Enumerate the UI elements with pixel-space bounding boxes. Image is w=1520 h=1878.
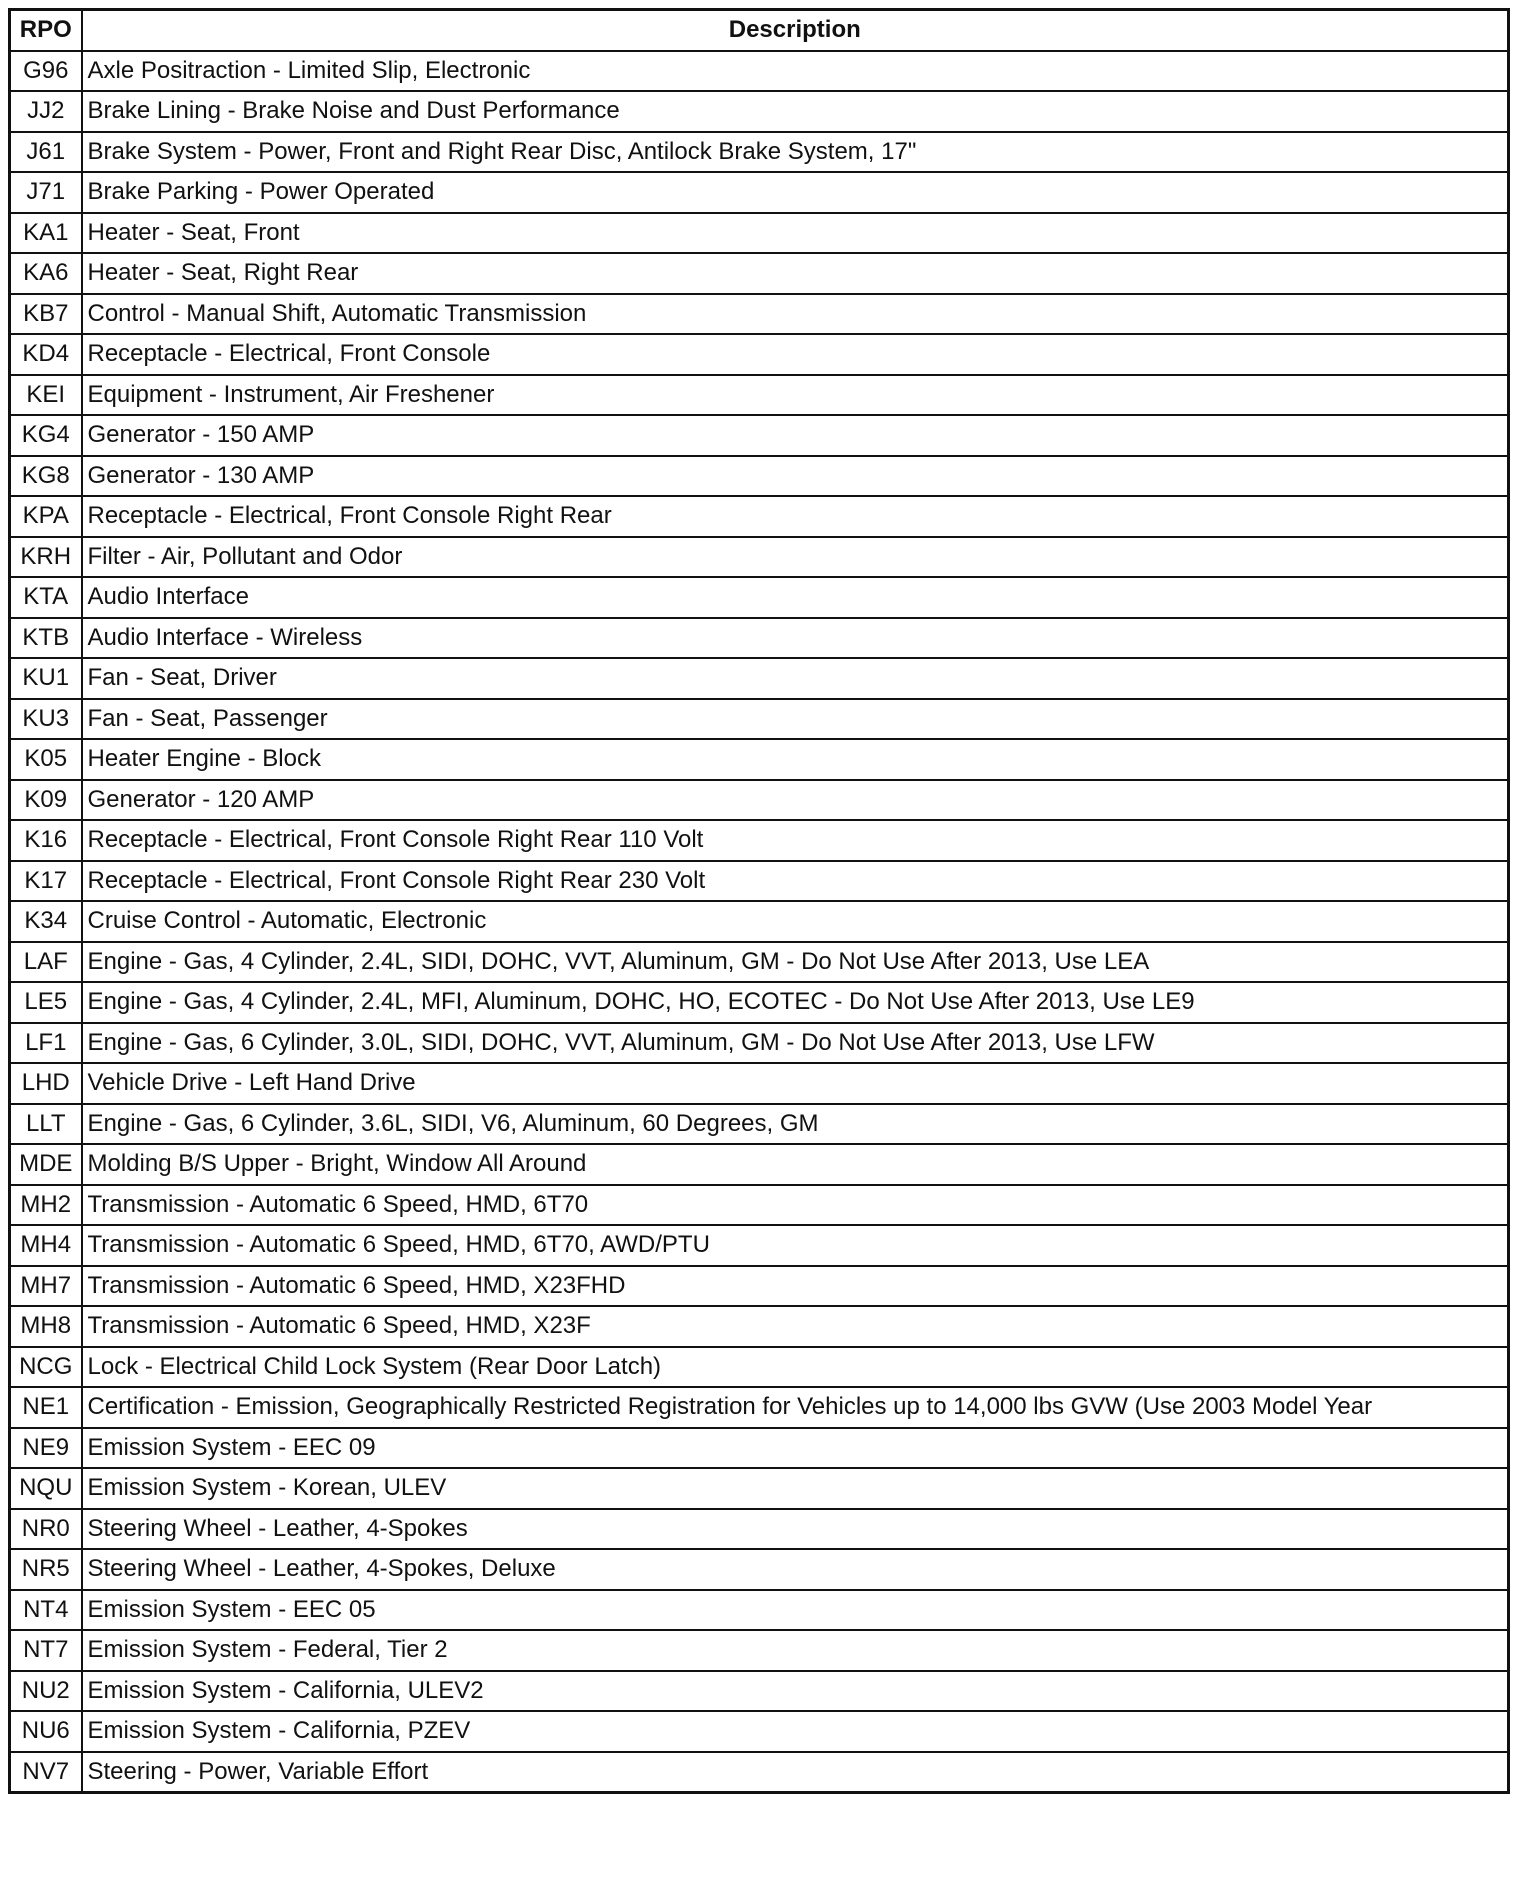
description-cell: Cruise Control - Automatic, Electronic: [82, 901, 1509, 942]
description-cell: Filter - Air, Pollutant and Odor: [82, 537, 1509, 578]
rpo-code-cell: KA1: [10, 213, 82, 254]
description-cell: Heater - Seat, Right Rear: [82, 253, 1509, 294]
table-row: [10, 51, 1509, 92]
description-cell: Generator - 120 AMP: [82, 780, 1509, 821]
description-cell: Steering - Power, Variable Effort: [82, 1752, 1509, 1793]
description-cell: Audio Interface: [82, 577, 1509, 618]
rpo-code-cell: KG4: [10, 415, 82, 456]
description-column-header: Description: [82, 10, 1509, 51]
description-cell: Generator - 130 AMP: [82, 456, 1509, 497]
rpo-code-cell: MH4: [10, 1225, 82, 1266]
description-cell: Equipment - Instrument, Air Freshener: [82, 375, 1509, 416]
table-row: [10, 1144, 1509, 1185]
header-row: [10, 10, 1509, 51]
rpo-code-cell: K16: [10, 820, 82, 861]
description-cell: Emission System - EEC 05: [82, 1590, 1509, 1631]
rpo-code-cell: LLT: [10, 1104, 82, 1145]
rpo-code-cell: K17: [10, 861, 82, 902]
description-cell: Fan - Seat, Passenger: [82, 699, 1509, 740]
table-row: [10, 172, 1509, 213]
table-row: [10, 1225, 1509, 1266]
description-cell: Brake System - Power, Front and Right Rear Disc, Antilock Brake System, 17": [82, 132, 1509, 173]
rpo-code-cell: NT4: [10, 1590, 82, 1631]
description-cell: Emission System - Federal, Tier 2: [82, 1630, 1509, 1671]
rpo-code-cell: J61: [10, 132, 82, 173]
table-row: [10, 496, 1509, 537]
description-cell: Steering Wheel - Leather, 4-Spokes: [82, 1509, 1509, 1550]
table-row: [10, 456, 1509, 497]
table-row: [10, 1387, 1509, 1428]
description-cell: Emission System - California, ULEV2: [82, 1671, 1509, 1712]
rpo-code-cell: NU2: [10, 1671, 82, 1712]
table-row: [10, 658, 1509, 699]
rpo-code-cell: KU3: [10, 699, 82, 740]
description-cell: Heater Engine - Block: [82, 739, 1509, 780]
description-cell: Generator - 150 AMP: [82, 415, 1509, 456]
rpo-code-cell: KD4: [10, 334, 82, 375]
description-cell: Transmission - Automatic 6 Speed, HMD, 6T70, AWD/PTU: [82, 1225, 1509, 1266]
description-cell: Emission System - EEC 09: [82, 1428, 1509, 1469]
description-cell: Certification - Emission, Geographically Restricted Registration for Vehicles up to 14,000 lbs GVW (Use 2003 Model Year: [82, 1387, 1509, 1428]
description-cell: Brake Lining - Brake Noise and Dust Performance: [82, 91, 1509, 132]
rpo-code-cell: LF1: [10, 1023, 82, 1064]
rpo-code-cell: NR5: [10, 1549, 82, 1590]
rpo-code-cell: LE5: [10, 982, 82, 1023]
table-row: [10, 415, 1509, 456]
table-row: [10, 780, 1509, 821]
table-row: [10, 91, 1509, 132]
rpo-column-header: RPO: [10, 10, 82, 51]
table-row: [10, 861, 1509, 902]
table-row: [10, 901, 1509, 942]
table-row: [10, 1023, 1509, 1064]
description-cell: Audio Interface - Wireless: [82, 618, 1509, 659]
description-cell: Steering Wheel - Leather, 4-Spokes, Deluxe: [82, 1549, 1509, 1590]
description-cell: Engine - Gas, 4 Cylinder, 2.4L, MFI, Aluminum, DOHC, HO, ECOTEC - Do Not Use After 2013, Use LE9: [82, 982, 1509, 1023]
table-row: [10, 334, 1509, 375]
table-row: [10, 1509, 1509, 1550]
table-row: [10, 699, 1509, 740]
rpo-code-cell: J71: [10, 172, 82, 213]
rpo-code-cell: LAF: [10, 942, 82, 983]
rpo-code-cell: NE1: [10, 1387, 82, 1428]
rpo-code-cell: NCG: [10, 1347, 82, 1388]
table-row: [10, 577, 1509, 618]
rpo-code-cell: JJ2: [10, 91, 82, 132]
rpo-code-cell: KTA: [10, 577, 82, 618]
rpo-code-cell: LHD: [10, 1063, 82, 1104]
description-cell: Receptacle - Electrical, Front Console Right Rear 230 Volt: [82, 861, 1509, 902]
rpo-code-cell: KPA: [10, 496, 82, 537]
rpo-code-cell: NE9: [10, 1428, 82, 1469]
table-row: [10, 1347, 1509, 1388]
rpo-code-cell: NV7: [10, 1752, 82, 1793]
description-cell: Receptacle - Electrical, Front Console Right Rear 110 Volt: [82, 820, 1509, 861]
rpo-code-cell: MDE: [10, 1144, 82, 1185]
table-row: [10, 1549, 1509, 1590]
rpo-code-cell: K05: [10, 739, 82, 780]
description-cell: Molding B/S Upper - Bright, Window All Around: [82, 1144, 1509, 1185]
description-cell: Lock - Electrical Child Lock System (Rear Door Latch): [82, 1347, 1509, 1388]
description-cell: Transmission - Automatic 6 Speed, HMD, 6T70: [82, 1185, 1509, 1226]
rpo-code-cell: NR0: [10, 1509, 82, 1550]
table-row: [10, 618, 1509, 659]
rpo-code-cell: MH7: [10, 1266, 82, 1307]
table-row: [10, 1671, 1509, 1712]
table-row: [10, 820, 1509, 861]
description-cell: Emission System - California, PZEV: [82, 1711, 1509, 1752]
table-row: [10, 375, 1509, 416]
description-cell: Heater - Seat, Front: [82, 213, 1509, 254]
description-cell: Engine - Gas, 4 Cylinder, 2.4L, SIDI, DOHC, VVT, Aluminum, GM - Do Not Use After 2013, Use LEA: [82, 942, 1509, 983]
description-cell: Transmission - Automatic 6 Speed, HMD, X23FHD: [82, 1266, 1509, 1307]
table-row: [10, 1630, 1509, 1671]
description-cell: Receptacle - Electrical, Front Console: [82, 334, 1509, 375]
rpo-code-cell: KTB: [10, 618, 82, 659]
rpo-code-cell: KRH: [10, 537, 82, 578]
table-row: [10, 132, 1509, 173]
table-row: [10, 1711, 1509, 1752]
table-row: [10, 213, 1509, 254]
description-cell: Fan - Seat, Driver: [82, 658, 1509, 699]
table-row: [10, 982, 1509, 1023]
description-cell: Emission System - Korean, ULEV: [82, 1468, 1509, 1509]
table-row: [10, 1306, 1509, 1347]
table-row: [10, 942, 1509, 983]
table-row: [10, 1590, 1509, 1631]
table-row: [10, 1104, 1509, 1145]
table-body: [10, 51, 1509, 1793]
table-row: [10, 1063, 1509, 1104]
rpo-table: [8, 8, 1510, 1794]
rpo-code-cell: KA6: [10, 253, 82, 294]
rpo-code-cell: KB7: [10, 294, 82, 335]
table-row: [10, 1752, 1509, 1793]
description-cell: Control - Manual Shift, Automatic Transmission: [82, 294, 1509, 335]
table-row: [10, 1185, 1509, 1226]
description-cell: Vehicle Drive - Left Hand Drive: [82, 1063, 1509, 1104]
rpo-code-cell: NQU: [10, 1468, 82, 1509]
rpo-code-cell: KEI: [10, 375, 82, 416]
table-header: [10, 10, 1509, 51]
rpo-code-cell: NU6: [10, 1711, 82, 1752]
rpo-code-cell: KU1: [10, 658, 82, 699]
description-cell: Receptacle - Electrical, Front Console Right Rear: [82, 496, 1509, 537]
description-cell: Engine - Gas, 6 Cylinder, 3.0L, SIDI, DOHC, VVT, Aluminum, GM - Do Not Use After 2013, Use LFW: [82, 1023, 1509, 1064]
description-cell: Axle Positraction - Limited Slip, Electronic: [82, 51, 1509, 92]
rpo-code-cell: MH2: [10, 1185, 82, 1226]
rpo-code-cell: K34: [10, 901, 82, 942]
table-row: [10, 537, 1509, 578]
table-row: [10, 1266, 1509, 1307]
table-row: [10, 739, 1509, 780]
table-row: [10, 1428, 1509, 1469]
description-cell: Transmission - Automatic 6 Speed, HMD, X23F: [82, 1306, 1509, 1347]
description-cell: Brake Parking - Power Operated: [82, 172, 1509, 213]
table-row: [10, 253, 1509, 294]
rpo-code-cell: G96: [10, 51, 82, 92]
table-row: [10, 1468, 1509, 1509]
rpo-code-cell: NT7: [10, 1630, 82, 1671]
rpo-code-cell: MH8: [10, 1306, 82, 1347]
rpo-code-cell: K09: [10, 780, 82, 821]
rpo-code-cell: KG8: [10, 456, 82, 497]
table-row: [10, 294, 1509, 335]
description-cell: Engine - Gas, 6 Cylinder, 3.6L, SIDI, V6, Aluminum, 60 Degrees, GM: [82, 1104, 1509, 1145]
